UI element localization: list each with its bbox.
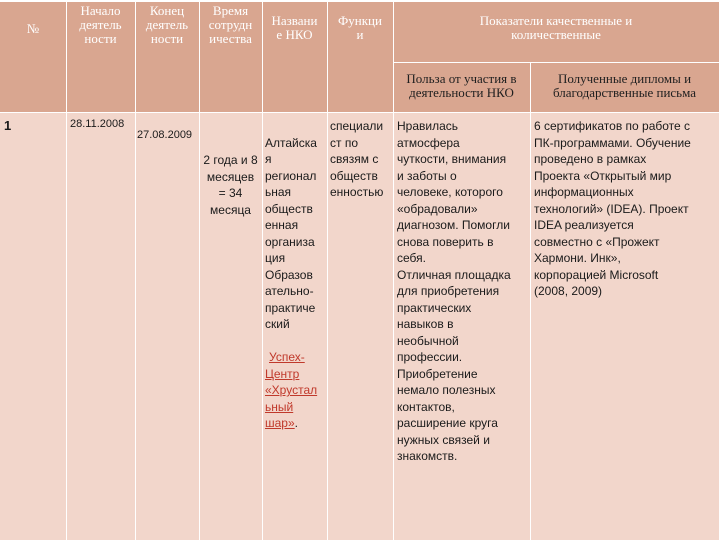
header-indicators: Показатели качественные и количественные [479,13,633,42]
row-start-date: 28.11.2008 [70,118,125,130]
subheader-diplomas: Полученные дипломы и благодарственные письма [552,71,697,100]
organization-name: Алтайска я регионал ьная обществ енная организа ция Образов ательно- практиче ский [265,135,317,331]
row-duration: 2 года и 8 месяцев = 34 месяца [203,153,258,217]
row-end-date: 27.08.2009 [137,129,193,141]
subheader-benefit: Польза от участия в деятельности НКО [406,71,517,100]
header-number: № [26,21,40,36]
organization-link-suffix: . [294,416,298,430]
grid-line [530,63,531,540]
header-end: Конец деятель ности [145,3,189,46]
header-functions: Функци и [338,13,382,42]
top-border [0,0,720,2]
grid-line [0,112,720,113]
grid-line [393,62,720,63]
grid-line [199,0,200,540]
header-start: Начало деятель ности [79,3,122,46]
row-functions: специали ст по связям с обществ енностью [330,119,384,199]
row-number: 1 [4,118,12,133]
header-name: Названи е НКО [271,13,318,42]
grid-line [327,0,328,540]
header-time: Время сотрудн ичества [208,3,253,46]
grid-line [135,0,136,540]
grid-line [262,0,263,540]
organization-link[interactable]: Успех- Центр «Хрустал ьный шар» [265,350,318,430]
row-organization [265,118,327,432]
row-diplomas: 6 сертификатов по работе с ПК-программами. Обучение проведено в рамках Проекта «Открытый мир информационных технологий» (IDEA). Проект IDEA реализуется совместно с «Прожект Хармони. Инк», корпорацией Microsoft (2008, 2009) [534,119,691,298]
grid-line [66,0,67,540]
row-benefit: Нравилась атмосфера чуткости, внимания и заботы о человеке, которого «обрадовали» диагнозом. Помогли снова поверить в себя. Отличная площадка для приобретения практических навыков в необычной профессии. Приобретение немало полезных контактов, расширение круга нужных связей и знакомств. [397,119,511,463]
